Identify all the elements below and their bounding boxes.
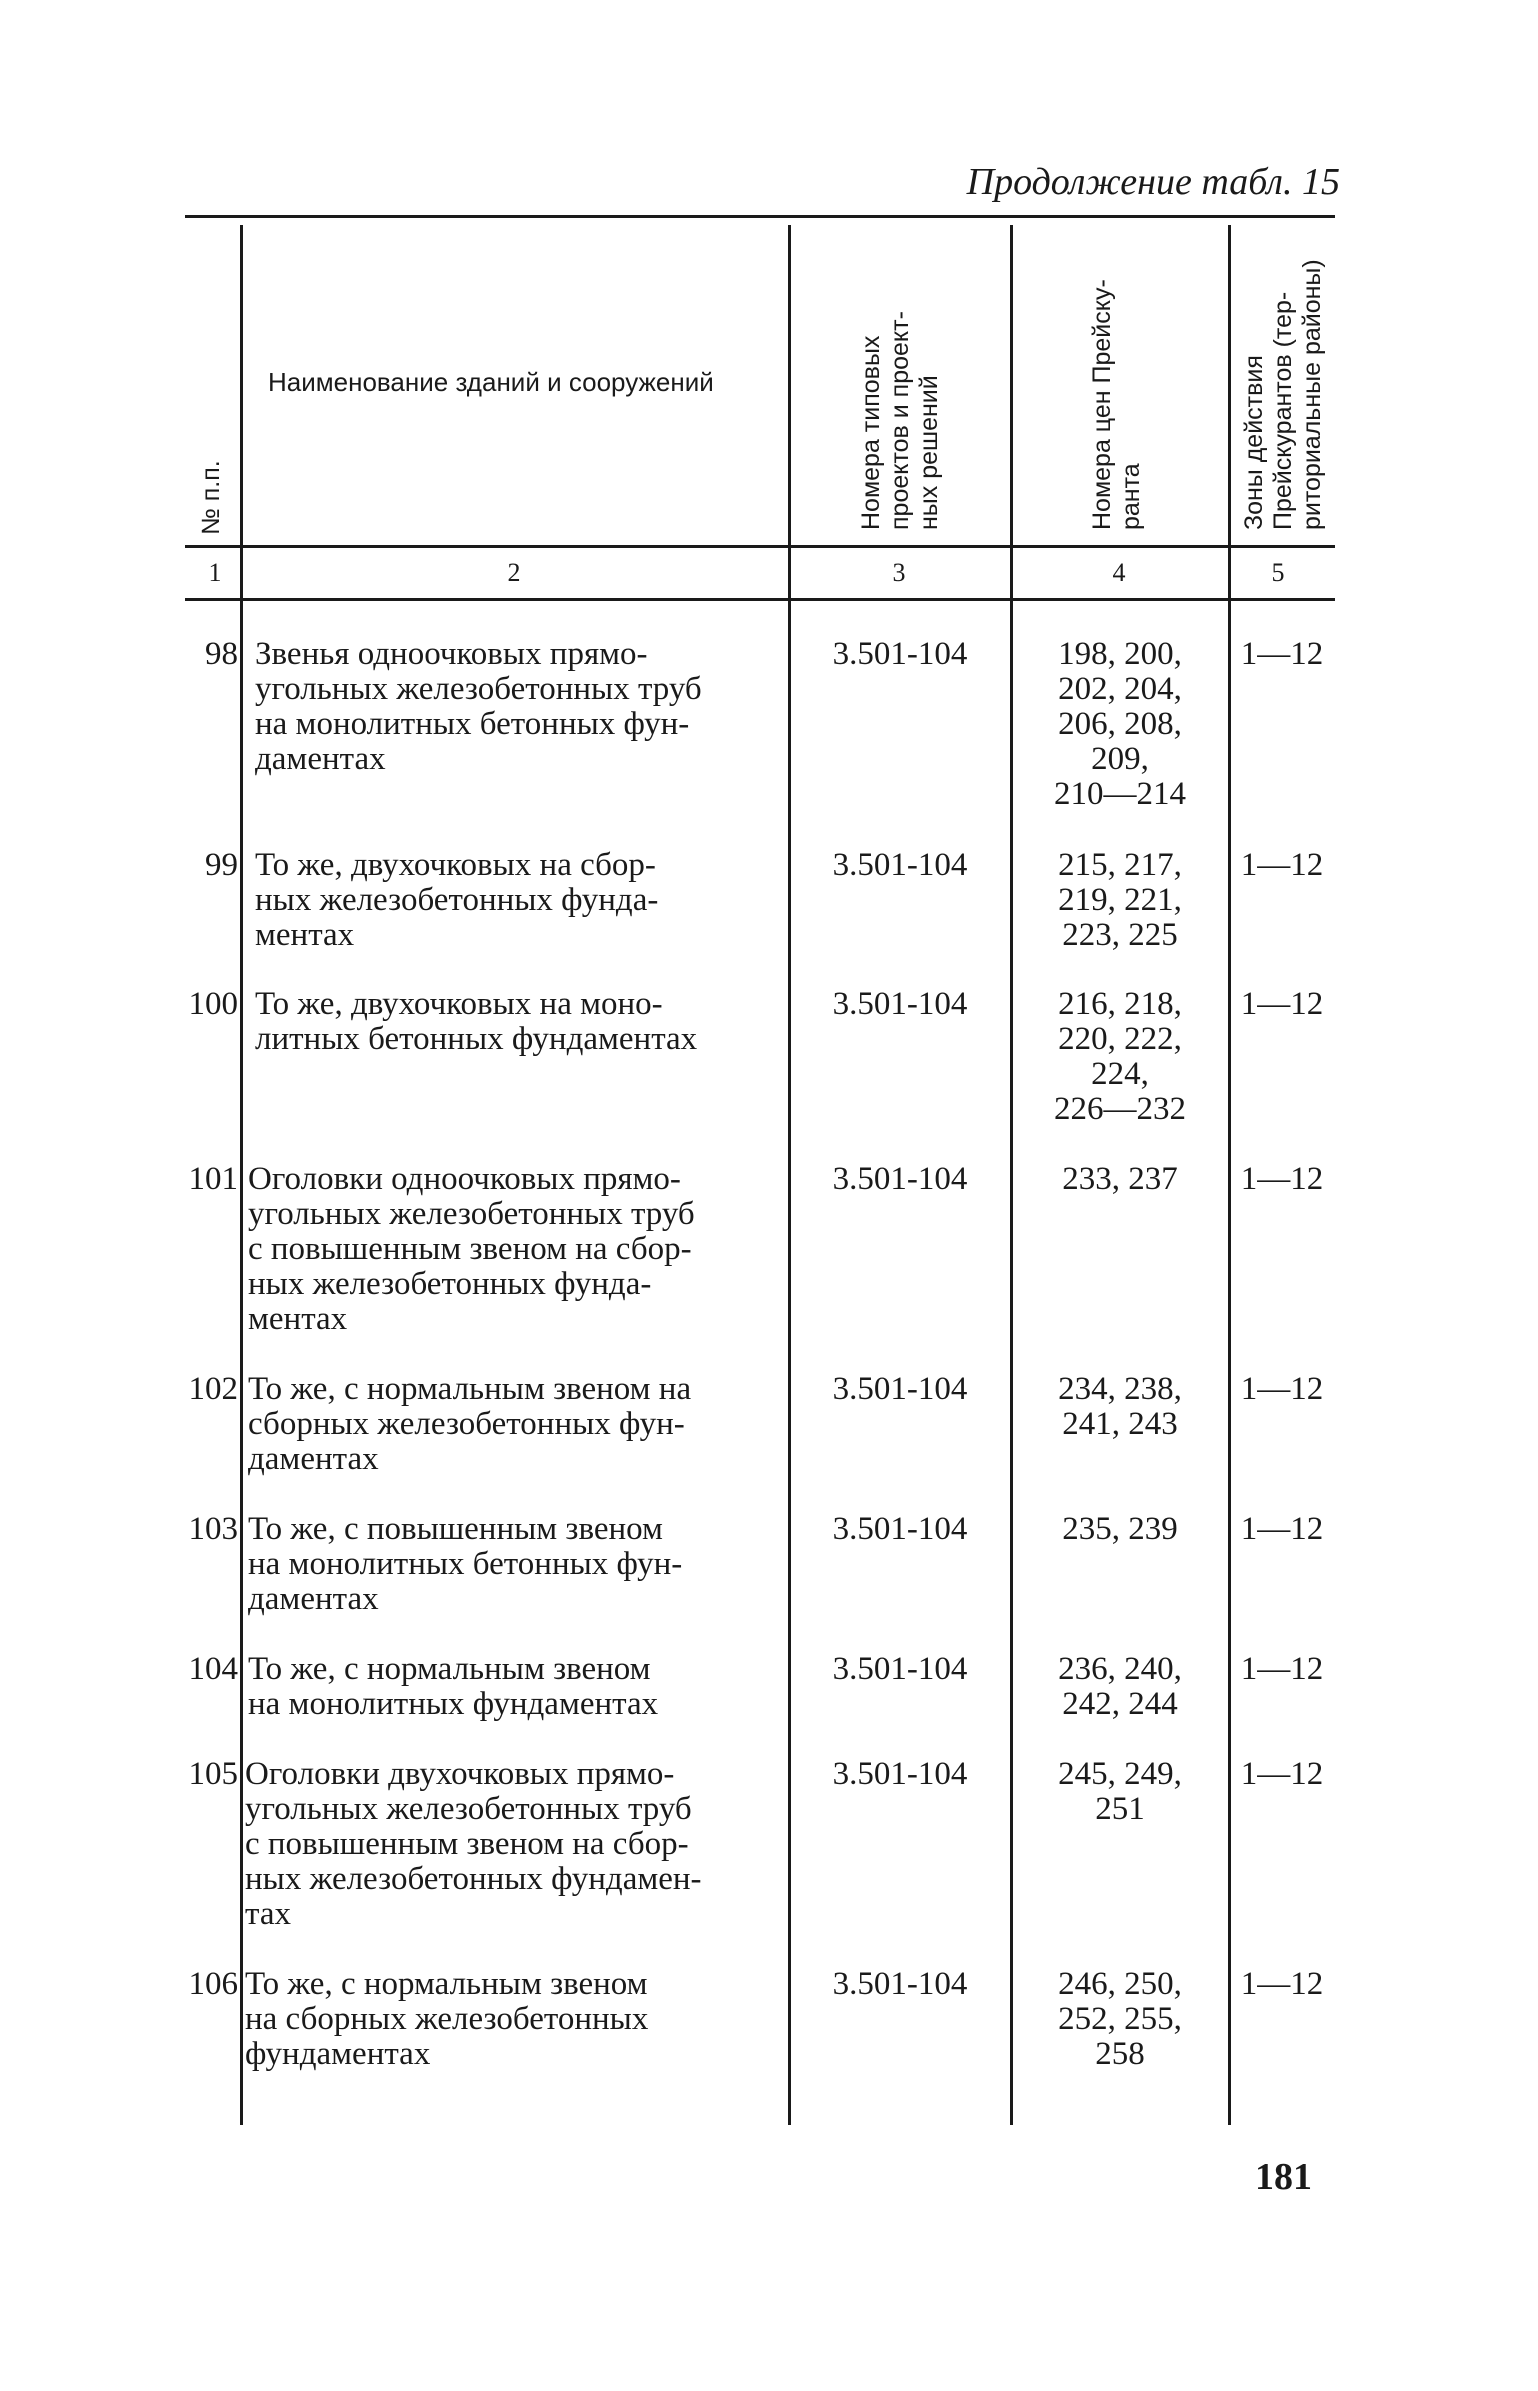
row-zones: 1—12 bbox=[1240, 1966, 1324, 2002]
row-prices: 233, 237 bbox=[1062, 1161, 1178, 1197]
row-zones: 1—12 bbox=[1240, 1756, 1324, 1792]
column-number-2: 2 bbox=[507, 558, 521, 587]
row-prices: 236, 240, 242, 244 bbox=[1058, 1651, 1182, 1722]
row-prices: 235, 239 bbox=[1062, 1511, 1178, 1547]
row-prices: 216, 218, 220, 222, 224, 226—232 bbox=[1054, 986, 1186, 1127]
row-project: 3.501-104 bbox=[832, 1756, 968, 1792]
row-zones: 1—12 bbox=[1240, 1161, 1324, 1197]
row-name: То же, двухочковых на сбор- ных железобетонных фунда- ментах bbox=[255, 847, 659, 953]
row-prices: 245, 249, 251 bbox=[1058, 1756, 1182, 1827]
header-bottom-rule bbox=[185, 545, 1335, 548]
row-number: 104 bbox=[188, 1651, 238, 1687]
column-divider-2 bbox=[788, 225, 791, 2125]
row-zones: 1—12 bbox=[1240, 986, 1324, 1022]
row-zones: 1—12 bbox=[1240, 636, 1324, 672]
column-number-1: 1 bbox=[208, 558, 222, 587]
row-number: 102 bbox=[188, 1371, 238, 1407]
column-divider-1 bbox=[240, 225, 243, 2125]
row-name: То же, с нормальным звеном на сборных железобетонных фундаментах bbox=[245, 1966, 649, 2072]
column-number-4: 4 bbox=[1112, 558, 1126, 587]
page-number: 181 bbox=[1255, 2156, 1312, 2198]
header-col3: Номера типовых проектов и проект- ных решений bbox=[857, 311, 943, 530]
column-numbers-rule bbox=[185, 598, 1335, 601]
row-project: 3.501-104 bbox=[832, 636, 968, 672]
row-number: 101 bbox=[188, 1161, 238, 1197]
row-project: 3.501-104 bbox=[832, 986, 968, 1022]
header-col4: Номера цен Прейску- ранта bbox=[1088, 279, 1145, 530]
row-name: То же, с нормальным звеном на сборных железобетонных фун- даментах bbox=[248, 1371, 692, 1477]
row-name: То же, с повышенным звеном на монолитных бетонных фун- даментах bbox=[248, 1511, 683, 1617]
header-col5: Зоны действия Прейскурантов (тер- риториальные районы) bbox=[1240, 259, 1326, 530]
header-col2: Наименование зданий и сооружений bbox=[268, 367, 714, 397]
row-number: 105 bbox=[188, 1756, 238, 1792]
row-name: Оголовки двухочковых прямо- угольных железобетонных труб с повышенным звеном на сбор- ных железобетонных фундамен- тах bbox=[245, 1756, 702, 1932]
row-prices: 234, 238, 241, 243 bbox=[1058, 1371, 1182, 1442]
column-number-3: 3 bbox=[892, 558, 906, 587]
row-number: 106 bbox=[188, 1966, 238, 2002]
row-project: 3.501-104 bbox=[832, 847, 968, 883]
row-name: Оголовки одноочковых прямо- угольных железобетонных труб с повышенным звеном на сбор- ных железобетонных фунда- ментах bbox=[248, 1161, 695, 1337]
row-zones: 1—12 bbox=[1240, 1371, 1324, 1407]
row-project: 3.501-104 bbox=[832, 1161, 968, 1197]
row-prices: 198, 200, 202, 204, 206, 208, 209, 210—214 bbox=[1054, 636, 1186, 812]
row-zones: 1—12 bbox=[1240, 847, 1324, 883]
row-number: 99 bbox=[205, 847, 238, 883]
column-divider-3 bbox=[1010, 225, 1013, 2125]
row-project: 3.501-104 bbox=[832, 1651, 968, 1687]
row-number: 100 bbox=[188, 986, 238, 1022]
row-name: То же, с нормальным звеном на монолитных фундаментах bbox=[248, 1651, 659, 1722]
column-number-5: 5 bbox=[1271, 558, 1285, 587]
row-number: 98 bbox=[205, 636, 238, 672]
row-name: Звенья одноочковых прямо- угольных железобетонных труб на монолитных бетонных фун- даментах bbox=[255, 636, 702, 777]
row-zones: 1—12 bbox=[1240, 1511, 1324, 1547]
header-col1: № п.п. bbox=[197, 460, 225, 535]
row-zones: 1—12 bbox=[1240, 1651, 1324, 1687]
table-caption: Продолжение табл. 15 bbox=[966, 161, 1340, 203]
row-prices: 246, 250, 252, 255, 258 bbox=[1058, 1966, 1182, 2072]
row-name: То же, двухочковых на моно- литных бетонных фундаментах bbox=[255, 986, 698, 1057]
row-project: 3.501-104 bbox=[832, 1966, 968, 2002]
row-project: 3.501-104 bbox=[832, 1371, 968, 1407]
row-prices: 215, 217, 219, 221, 223, 225 bbox=[1058, 847, 1182, 953]
table-top-rule bbox=[185, 215, 1335, 218]
row-project: 3.501-104 bbox=[832, 1511, 968, 1547]
row-number: 103 bbox=[188, 1511, 238, 1547]
column-divider-4 bbox=[1228, 225, 1231, 2125]
